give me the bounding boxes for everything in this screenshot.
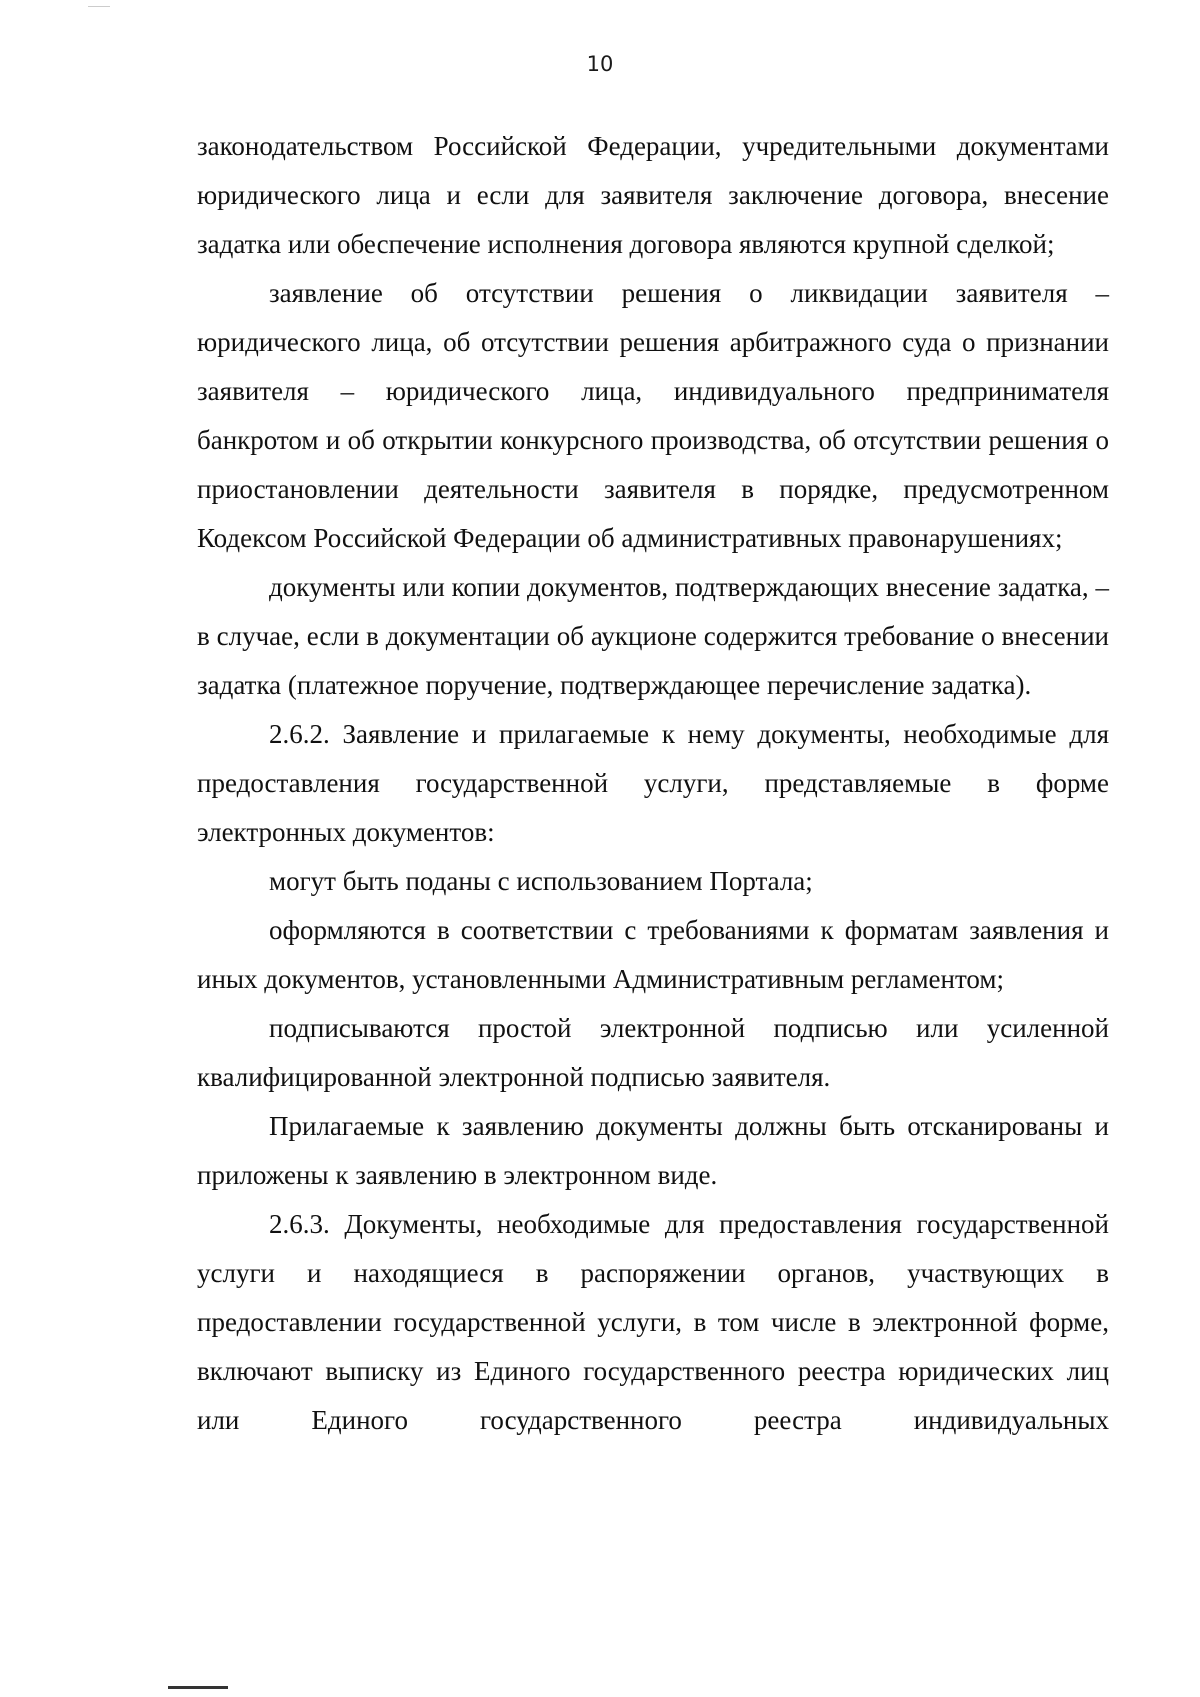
scan-artifact-bottom bbox=[168, 1686, 228, 1689]
paragraph-continuation: законодательством Российской Федерации, учредительными документами юридического лица и если для заявителя заключение договора, внесение задатка или обеспечение исполнения договора являются крупной сделкой; bbox=[197, 131, 1109, 259]
document-body bbox=[197, 122, 1109, 1445]
paragraph-format-requirements: оформляются в соответствии с требованиями к форматам заявления и иных документов, установленными Административным регламентом; bbox=[197, 915, 1109, 994]
paragraph-scanned-attachments: Прилагаемые к заявлению документы должны быть отсканированы и приложены к заявлению в электронном виде. bbox=[197, 1111, 1109, 1190]
paragraph-deposit-documents: документы или копии документов, подтверждающих внесение задатка, – в случае, если в документации об аукционе содержится требование о внесении задатка (платежное поручение, подтверждающее перечисление задатка). bbox=[197, 572, 1109, 700]
paragraph-liquidation-statement: заявление об отсутствии решения о ликвидации заявителя – юридического лица, об отсутствии решения арбитражного суда о признании заявителя – юридического лица, индивидуального предпринимателя банкротом и об открытии конкурсного производства, об отсутствии решения о приостановлении деятельности заявителя в порядке, предусмотренном Кодексом Российской Федерации об административных правонарушениях; bbox=[197, 278, 1109, 553]
paragraph-section-2-6-2: 2.6.2. Заявление и прилагаемые к нему документы, необходимые для предоставления государственной услуги, представляемые в форме электронных документов: bbox=[197, 719, 1109, 847]
paragraph-section-2-6-3: 2.6.3. Документы, необходимые для предоставления государственной услуги и находящиеся в распоряжении органов, участвующих в предоставлении государственной услуги, в том числе в электронной форме, включают выписку из Единого государственного реестра юридических лиц или Единого государственного реестра индивидуальных bbox=[197, 1209, 1109, 1435]
page-number: 10 bbox=[586, 52, 614, 76]
scan-artifact-top bbox=[88, 6, 110, 7]
paragraph-electronic-signature: подписываются простой электронной подписью или усиленной квалифицированной электронной подписью заявителя. bbox=[197, 1013, 1109, 1092]
paragraph-portal-submission: могут быть поданы с использованием Портала; bbox=[269, 866, 813, 896]
